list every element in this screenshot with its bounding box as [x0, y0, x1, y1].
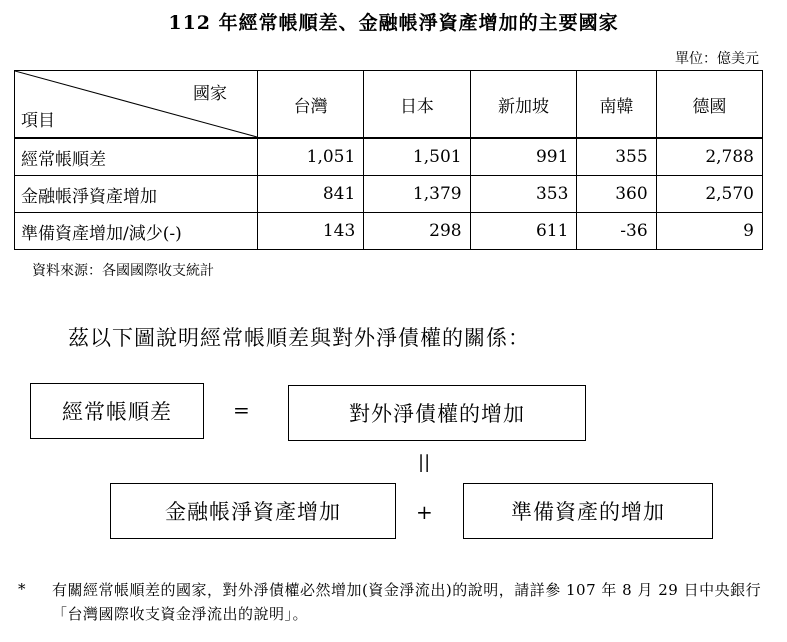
- footnote-marker: *: [18, 580, 26, 598]
- source-note: 資料來源：各國國際收支統計: [32, 263, 214, 279]
- table-row: [15, 138, 763, 176]
- box-current-account-surplus: 經常帳順差: [30, 383, 204, 439]
- cell-value: 611: [470, 213, 577, 250]
- unit-label: 單位：億美元: [675, 51, 759, 67]
- cell-value: 991: [470, 138, 577, 176]
- cell-value: 2,570: [656, 176, 762, 213]
- plus-sign: +: [416, 500, 433, 524]
- corner-cell: [15, 71, 258, 139]
- box-financial-account-net-assets: 金融帳淨資產增加: [110, 483, 396, 539]
- row-label: 經常帳順差: [15, 138, 258, 176]
- box-reserve-assets-increase: 準備資產的增加: [463, 483, 713, 539]
- cell-value: -36: [577, 213, 656, 250]
- cell-value: 1,501: [364, 138, 470, 176]
- table-row: [15, 176, 763, 213]
- header-country: 日本: [364, 71, 470, 139]
- cell-value: 9: [656, 213, 762, 250]
- parallel-sign: ||: [418, 452, 431, 473]
- corner-item-label: 項目: [21, 111, 55, 131]
- header-country: 新加坡: [470, 71, 577, 139]
- cell-value: 1,379: [364, 176, 470, 213]
- cell-value: 1,051: [258, 138, 364, 176]
- equals-sign: =: [233, 398, 250, 422]
- header-country: 台灣: [258, 71, 364, 139]
- table-row: [15, 213, 763, 250]
- intro-text: 茲以下圖說明經常帳順差與對外淨債權的關係：: [68, 326, 530, 350]
- footnote-text: 有關經常帳順差的國家，對外淨債權必然增加(資金淨流出)的說明，請詳參 107 年 8 月 29 日中央銀行「台灣國際收支資金淨流出的說明」。: [52, 581, 762, 623]
- data-table: [14, 70, 763, 250]
- box-net-external-claims-increase: 對外淨債權的增加: [288, 385, 586, 441]
- row-label: 金融帳淨資產增加: [15, 176, 258, 213]
- cell-value: 841: [258, 176, 364, 213]
- cell-value: 355: [577, 138, 656, 176]
- header-country: 南韓: [577, 71, 656, 139]
- table-header-row: [15, 71, 763, 139]
- cell-value: 353: [470, 176, 577, 213]
- cell-value: 360: [577, 176, 656, 213]
- row-label: 準備資產增加/減少(-): [15, 213, 258, 250]
- cell-value: 2,788: [656, 138, 762, 176]
- cell-value: 143: [258, 213, 364, 250]
- page-title: 112 年經常帳順差、金融帳淨資產增加的主要國家: [168, 12, 619, 34]
- cell-value: 298: [364, 213, 470, 250]
- header-country: 德國: [656, 71, 762, 139]
- corner-country-label: 國家: [193, 84, 227, 104]
